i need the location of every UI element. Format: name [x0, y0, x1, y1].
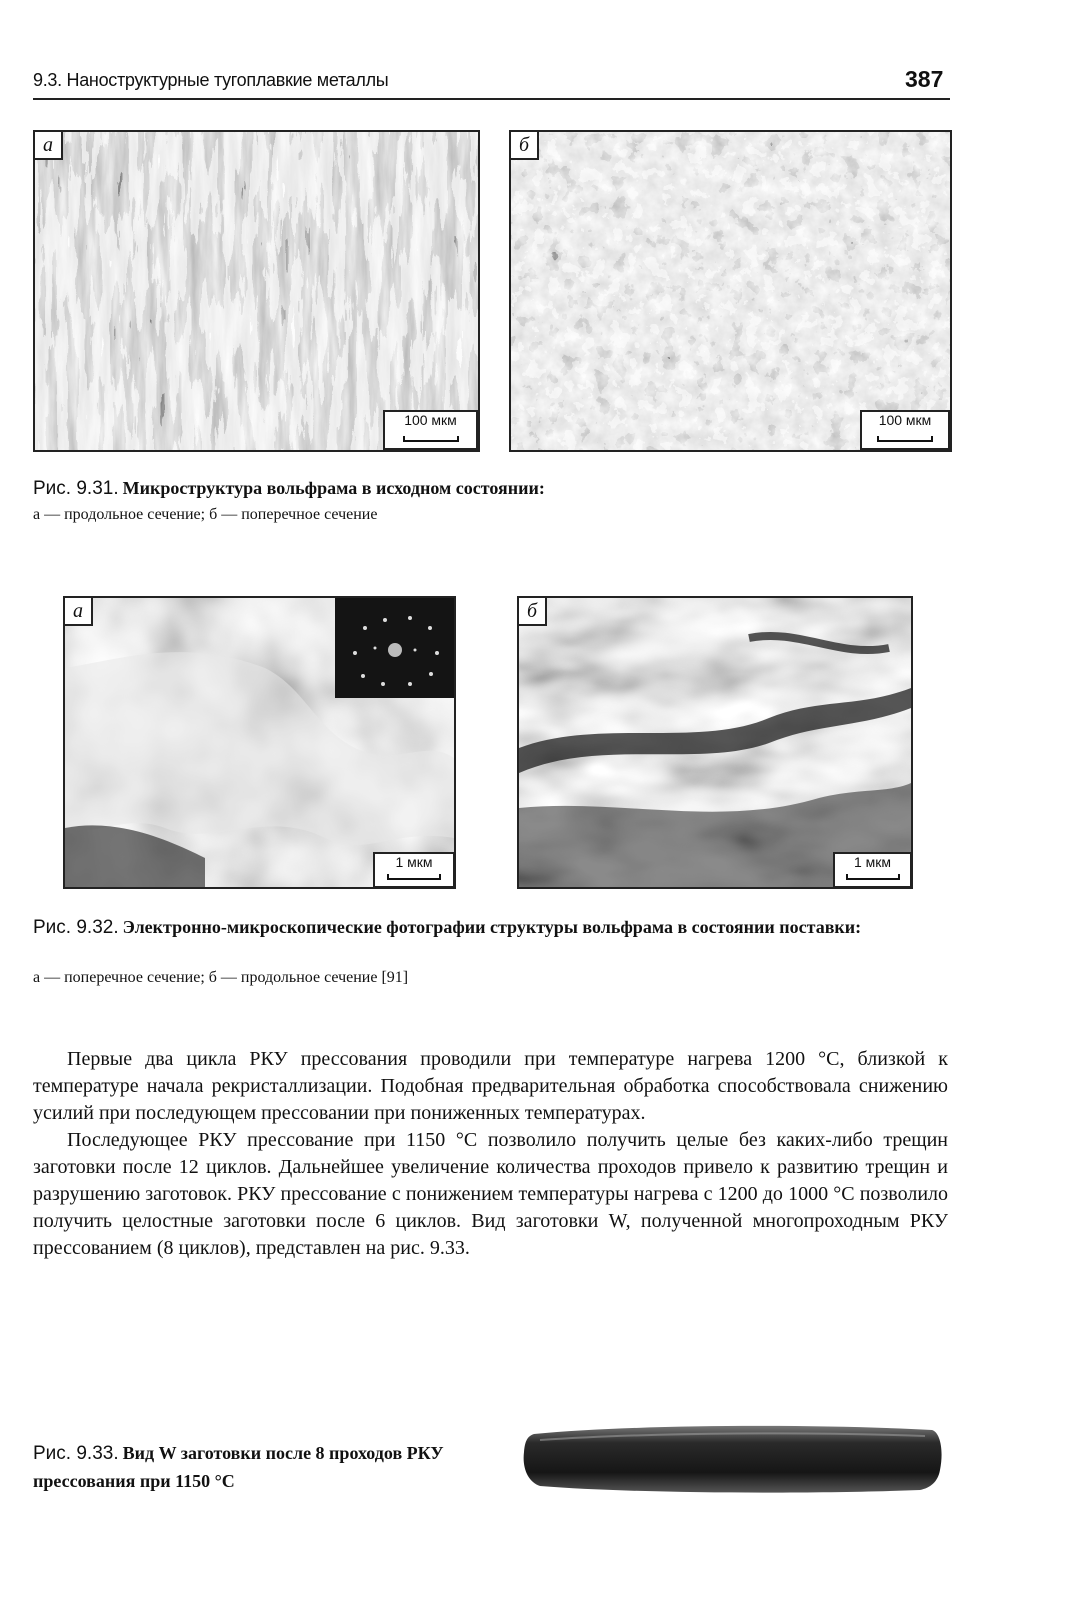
fig932-caption-sub: а — поперечное сечение; б — продольное сечение [91] [33, 969, 409, 986]
tungsten-billet-photo [520, 1420, 945, 1498]
micrograph-transverse [511, 132, 950, 450]
micrograph-longitudinal [35, 132, 478, 450]
scale-label: 1 мкм [853, 854, 892, 870]
tem-image-longitudinal [519, 598, 911, 887]
fig931-caption [33, 478, 948, 500]
caption-number: Рис. 9.31. [33, 478, 119, 499]
paragraph-1: Первые два цикла РКУ прессования проводили при температуре нагрева 1200 °С, близкой к температуре начала рекристаллизации. Подобная предварительная обработка способствовала снижению усилий при последующем прессовании при пониженных температурах. [33, 1048, 948, 1124]
fig932-b-scale-bar [833, 852, 912, 888]
scale-label: 1 мкм [395, 854, 433, 870]
running-header: 9.3. Наноструктурные тугоплавкие металлы [33, 70, 389, 90]
scale-label: 100 мкм [878, 412, 932, 428]
fig931-a-scale-bar [383, 410, 478, 450]
fig932-panel-b [517, 596, 913, 889]
fig932-a-label: а [65, 598, 93, 626]
scale-label: 100 мкм [404, 412, 457, 428]
fig931-a-label: а [35, 132, 63, 160]
fig932-caption [33, 915, 948, 941]
fig931-panel-a [33, 130, 480, 452]
fig931-panel-b [509, 130, 952, 452]
paragraph-2: Последующее РКУ прессование при 1150 °С позволило получить целые без каких-либо трещин заготовки после 12 циклов. Дальнейшее увеличение количества проходов привело к развитию трещин и разрушению заготовок. РКУ прессование с понижением температуры нагрева с 1200 до 1000 °С позволило получить целостные заготовки после 6 циклов. Вид заготовки W, полученной многопроходным РКУ прессованием (8 циклов), представлен на рис. 9.33. [33, 1129, 948, 1259]
body-text [33, 1046, 948, 1262]
tem-image-cross-section [65, 598, 454, 887]
caption-title: Вид W заготовки после 8 проходов РКУ прессования при 1150 °С [33, 1443, 444, 1491]
fig933-caption [33, 1440, 498, 1496]
fig932-a-scale-bar [373, 852, 455, 888]
page-number: 387 [905, 66, 944, 92]
fig931-b-scale-bar [860, 410, 950, 450]
header-rule [33, 98, 950, 100]
caption-title: Электронно-микроскопические фотографии структуры вольфрама в состоянии поставки: [122, 917, 862, 937]
caption-title: Микроструктура вольфрама в исходном состоянии: [122, 478, 545, 498]
fig931-b-label: б [511, 132, 539, 160]
caption-number: Рис. 9.32. [33, 917, 119, 938]
fig932-panel-a [63, 596, 456, 889]
fig931-caption-sub: а — продольное сечение; б — поперечное сечение [33, 506, 378, 523]
caption-number: Рис. 9.33. [33, 1443, 119, 1464]
fig932-b-label: б [519, 598, 547, 626]
